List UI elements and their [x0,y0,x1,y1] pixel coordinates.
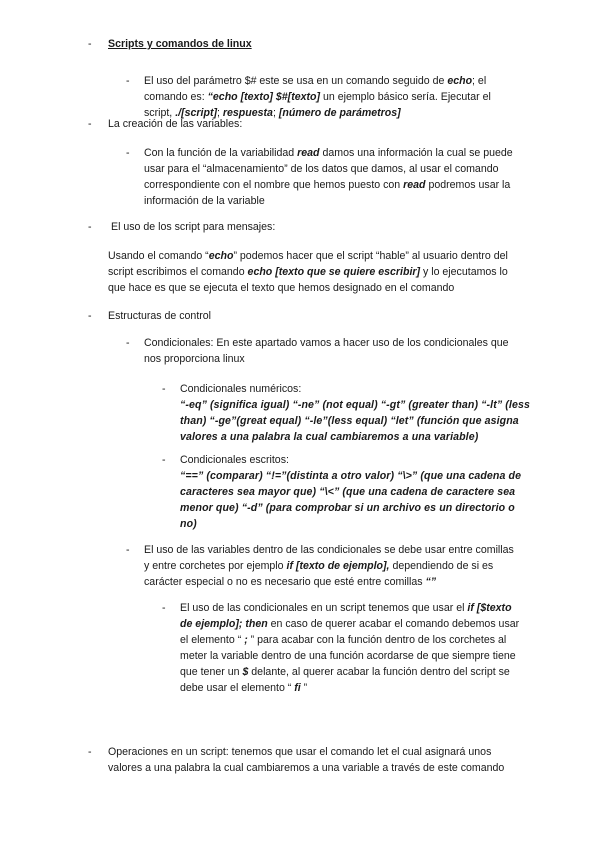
bullet-dash: - [126,544,130,556]
condicionales-numericos [180,381,530,445]
paragraph-variables-condicionales: El uso de las variables dentro de las condicionales se debe usar entre comillas y entre corchetes por ejemplo if [texto de ejemplo], dependiendo de si es carácter especial o no es necesario que esté entre comillas “” [144,544,514,588]
numericos-label: Condicionales numéricos: [180,383,302,395]
paragraph-parametro: El uso del parámetro $# este se usa en un comando seguido de echo; el comando es: “echo [texto] $#[texto] un ejemplo básico sería. Ejecutar el script, ./[script]; respuesta; [número de parámetros] [144,75,491,119]
bullet-dash: - [162,602,166,614]
escritos-label: Condicionales escritos: [180,454,289,466]
bullet-dash: - [88,310,92,322]
numericos-operators: “-eq” (significa igual) “-ne” (not equal) “-gt” (greater than) “-lt” (less than) “-ge”(great equal) “-le”(less equal) “let” (función que asigna valores a una palabra la cual cambiaremos a una variable) [180,399,530,443]
bullet-dash: - [88,38,92,50]
bullet-dash: - [88,221,92,233]
bullet-dash: - [126,147,130,159]
title-text: Scripts y comandos de linux [108,38,252,50]
paragraph-condicionales: Condicionales: En este apartado vamos a hacer uso de los condicionales que nos proporciona linux [144,337,509,365]
bullet-dash: - [88,118,92,130]
heading-mensajes: El uso de los script para mensajes: [111,221,276,233]
heading-variables: La creación de las variables: [108,118,243,130]
paragraph-read: Con la función de la variabilidad read damos una información la cual se puede usar para el “almacenamiento” de los datos que damos, al usar el comando correspondiente con el nombre que hemos puesto con read podremos usar la información de la variable [144,147,513,207]
paragraph-operaciones: Operaciones en un script: tenemos que usar el comando let el cual asignará unos valores a una palabra la cual cambiaremos a una variable a través de este comando [108,746,505,774]
document-title [108,36,548,52]
bullet-dash: - [126,75,130,87]
bullet-dash: - [162,383,166,395]
heading-estructuras: Estructuras de control [108,310,212,322]
escritos-operators: “==” (comparar) “!=”(distinta a otro valor) “\>” (que una cadena de caracteres sea mayor que) “\<” (que una cadena de caractere sea menor que) “-d” (para comprobar si un archivo es un directorio o no) [180,470,522,530]
condicionales-escritos [180,452,525,532]
paragraph-condicionales-script: El uso de las condicionales en un script tenemos que usar el if [$texto de ejemplo]; then en caso de querer acabar el comando debemos usar el elemento “ ; ” para acabar con la función dentro de los corchetes al meter la variable dentro de una función acordarse de que siempre tiene que tener un $ delante, al querer acabar la función dentro del script se debe usar el elemento “ fi ” [180,602,520,694]
bullet-dash: - [162,454,166,466]
bullet-dash: - [126,337,130,349]
paragraph-echo: Usando el comando “echo” podemos hacer que el script “hable” al usuario dentro del script escribimos el comando echo [texto que se quiere escribir] y lo ejecutamos lo que hace es que se ejecuta el texto que hemos designado en el comando [108,250,508,294]
bullet-dash: - [88,746,92,758]
